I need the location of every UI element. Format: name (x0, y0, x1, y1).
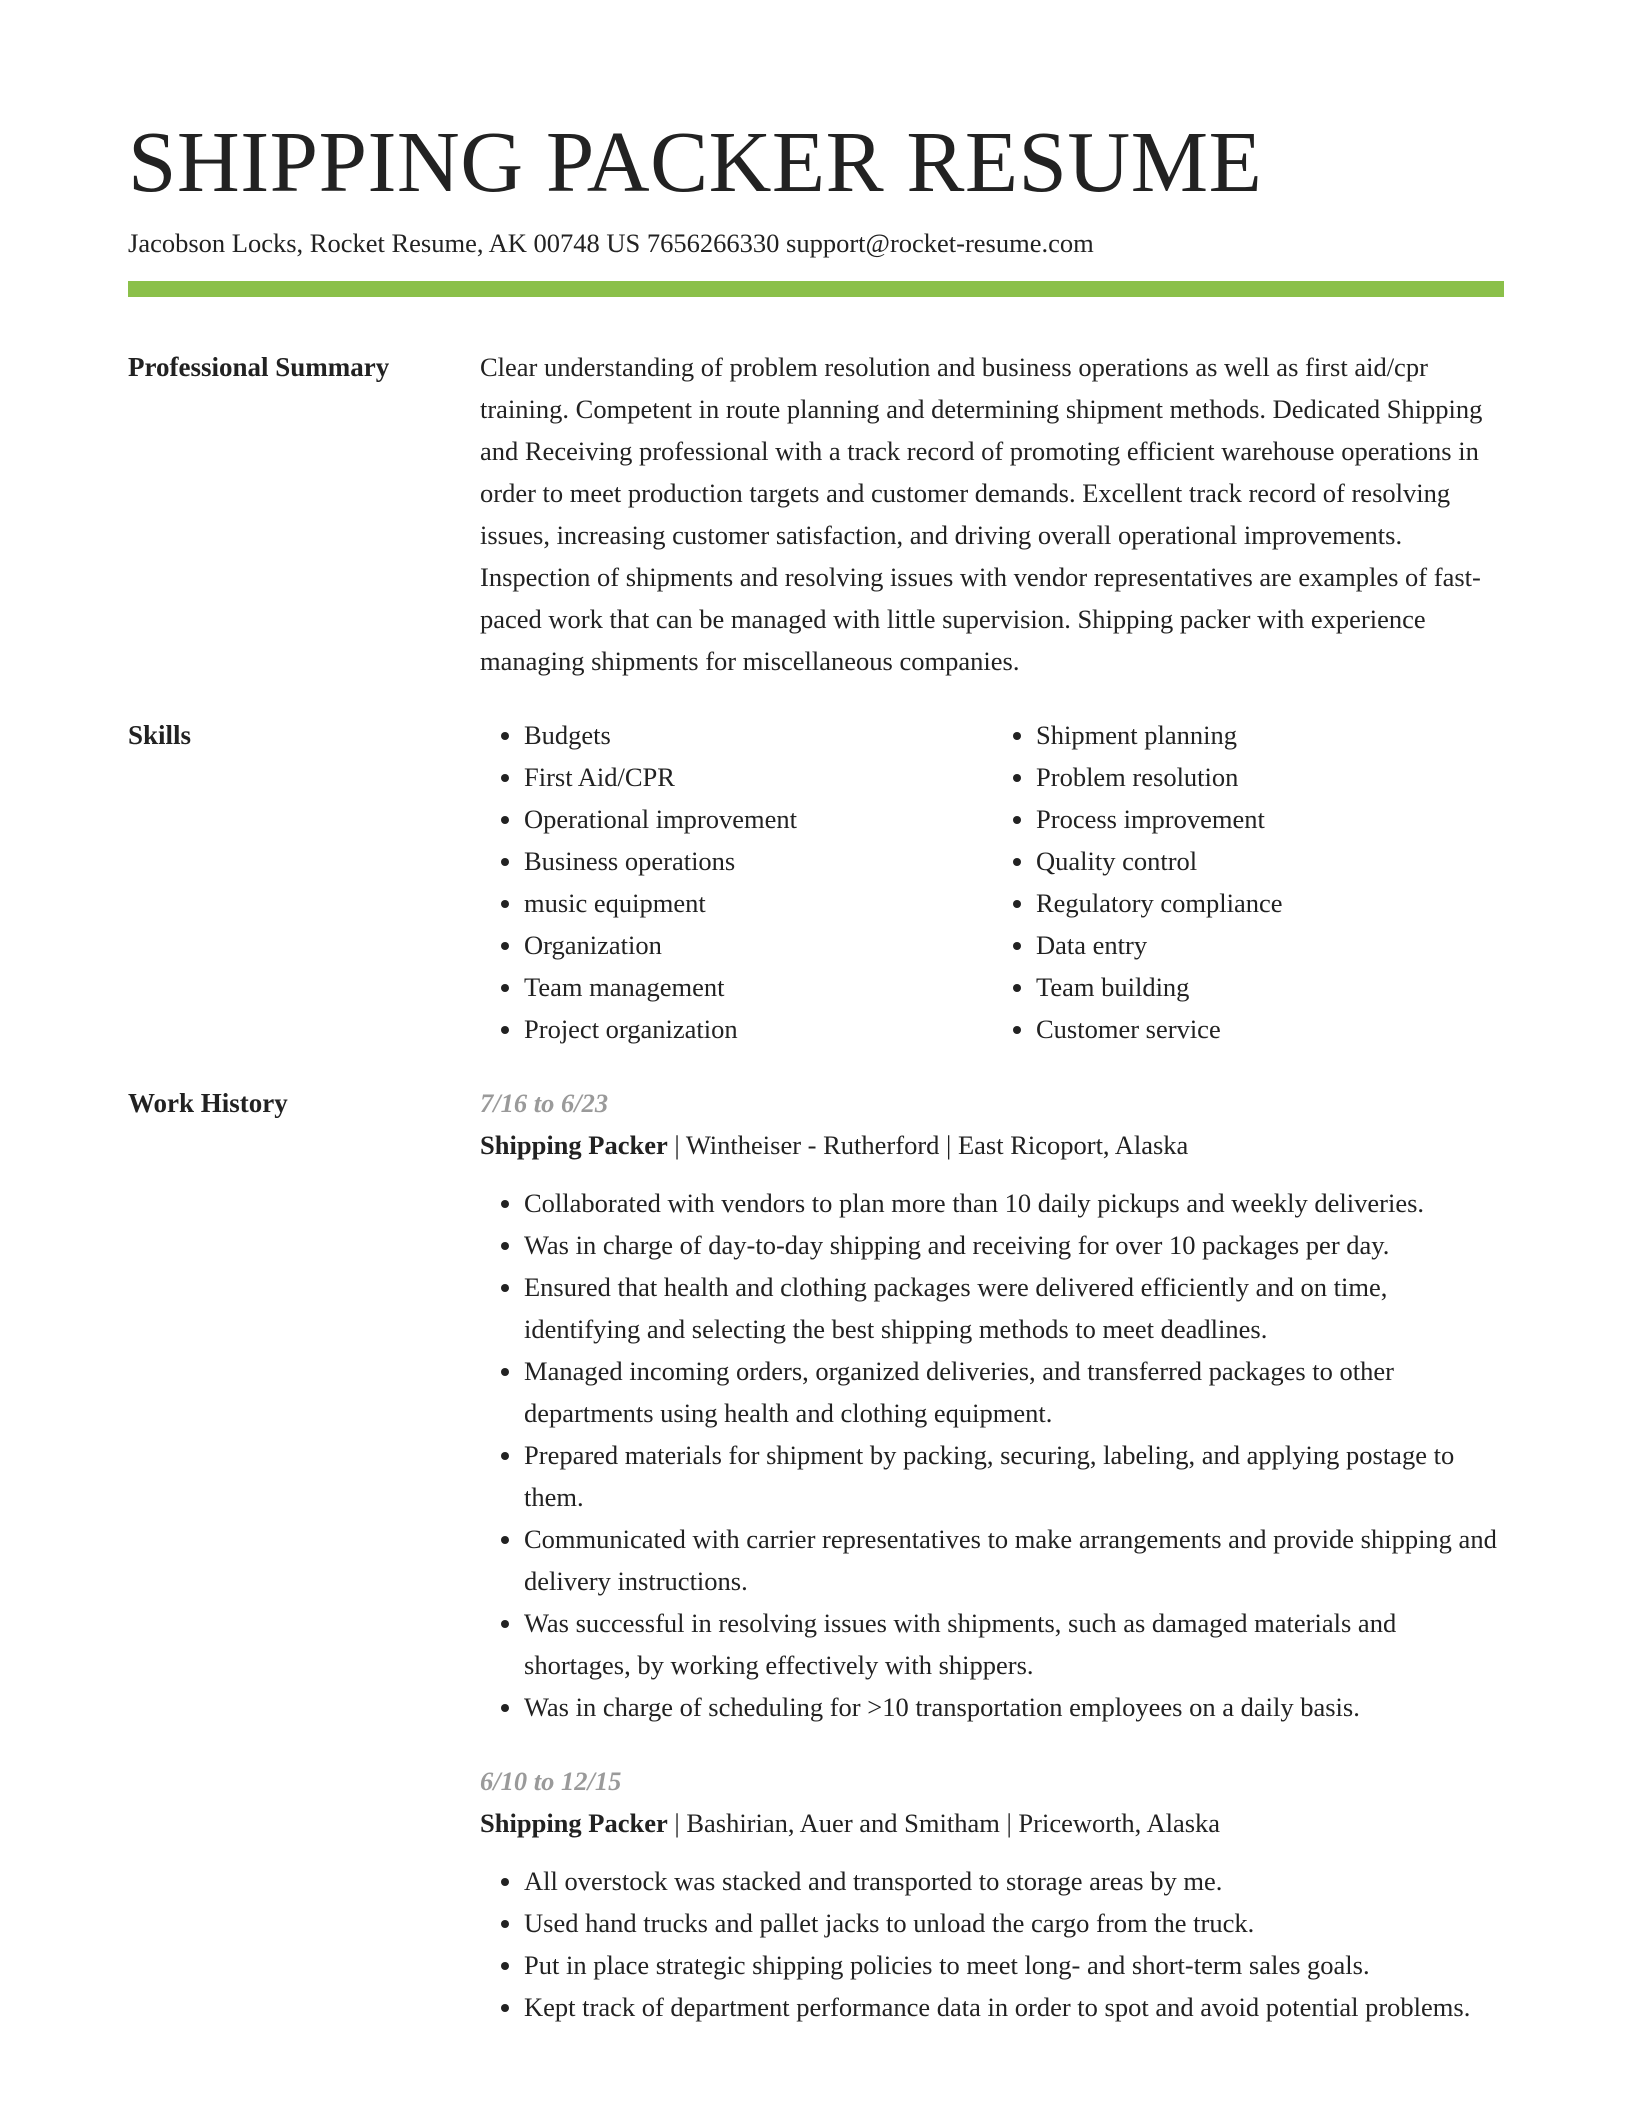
skill-item: • Operational improvement (524, 798, 992, 840)
job-bullet: • All overstock was stacked and transported to storage areas by me. (524, 1860, 1504, 1902)
job-bullet: • Was in charge of day-to-day shipping and receiving for over 10 packages per day. (524, 1224, 1504, 1266)
job-bullet: • Collaborated with vendors to plan more than 10 daily pickups and weekly deliveries. (524, 1182, 1504, 1224)
job-entry (480, 1760, 1504, 2028)
skill-item: • Shipment planning (1036, 714, 1504, 756)
job-heading (480, 1124, 1504, 1166)
job-bullet: • Was successful in resolving issues with shipments, such as damaged materials and shortages, by working effectively with shippers. (524, 1602, 1504, 1686)
header-divider (128, 281, 1504, 297)
resume-page (128, 113, 1504, 2028)
skill-item: • Project organization (524, 1008, 992, 1050)
job-bullet: • Kept track of department performance data in order to spot and avoid potential problems. (524, 1986, 1504, 2028)
job-heading (480, 1802, 1504, 1844)
contact-line: Jacobson Locks, Rocket Resume, AK 00748 US 7656266330 support@rocket-resume.com (128, 228, 1094, 258)
section-label-skills: Skills (128, 720, 192, 750)
skill-item: • Quality control (1036, 840, 1504, 882)
skill-item: • Business operations (524, 840, 992, 882)
section-label-work-history: Work History (128, 1088, 288, 1118)
job-entry (480, 1082, 1504, 1728)
skill-item: • Regulatory compliance (1036, 882, 1504, 924)
job-bullet: • Used hand trucks and pallet jacks to unload the cargo from the truck. (524, 1902, 1504, 1944)
skill-item: • Data entry (1036, 924, 1504, 966)
skill-item: • Team building (1036, 966, 1504, 1008)
skill-item: • music equipment (524, 882, 992, 924)
professional-summary-section (128, 346, 1504, 682)
summary-text: Clear understanding of problem resolution and business operations as well as first aid/cpr training. Competent in route planning and determining shipment methods. Dedicated Shipping and Receiving professional with a track record of promoting efficient warehouse operations in order to meet production targets and customer demands. Excellent track record of resolving issues, increasing customer satisfaction, and driving overall operational improvements. Inspection of shipments and resolving issues with vendor representatives are examples of fast-paced work that can be managed with little supervision. Shipping packer with experience managing shipments for miscellaneous companies. (480, 352, 1483, 676)
skill-item: • Organization (524, 924, 992, 966)
skill-item: • Customer service (1036, 1008, 1504, 1050)
job-bullet: • Communicated with carrier representatives to make arrangements and provide shipping and delivery instructions. (524, 1518, 1504, 1602)
skill-item: • Problem resolution (1036, 756, 1504, 798)
skills-list-right (992, 714, 1504, 1050)
job-title: Shipping Packer (480, 1808, 668, 1838)
skill-item: • First Aid/CPR (524, 756, 992, 798)
skill-item: • Process improvement (1036, 798, 1504, 840)
job-bullet: • Put in place strategic shipping policies to meet long- and short-term sales goals. (524, 1944, 1504, 1986)
skills-list-left (480, 714, 992, 1050)
skills-section (128, 714, 1504, 1050)
skill-item: • Team management (524, 966, 992, 1008)
job-employer-location: | Wintheiser - Rutherford | East Ricoport, Alaska (667, 1130, 1189, 1160)
job-bullet: • Was in charge of scheduling for >10 transportation employees on a daily basis. (524, 1686, 1504, 1728)
job-bullet: • Prepared materials for shipment by packing, securing, labeling, and applying postage to them. (524, 1434, 1504, 1518)
job-bullets (480, 1860, 1504, 2028)
work-history-section (128, 1082, 1504, 2028)
job-bullet: • Managed incoming orders, organized deliveries, and transferred packages to other departments using health and clothing equipment. (524, 1350, 1504, 1434)
job-employer-location: | Bashirian, Auer and Smitham | Priceworth, Alaska (667, 1808, 1221, 1838)
skill-item: • Budgets (524, 714, 992, 756)
job-dates: 7/16 to 6/23 (480, 1088, 609, 1118)
job-dates: 6/10 to 12/15 (480, 1766, 622, 1796)
section-label-summary: Professional Summary (128, 352, 390, 382)
job-bullets (480, 1182, 1504, 1728)
job-title: Shipping Packer (480, 1130, 668, 1160)
resume-title: SHIPPING PACKER RESUME (128, 113, 1263, 210)
job-bullet: • Ensured that health and clothing packages were delivered efficiently and on time, identifying and selecting the best shipping methods to meet deadlines. (524, 1266, 1504, 1350)
